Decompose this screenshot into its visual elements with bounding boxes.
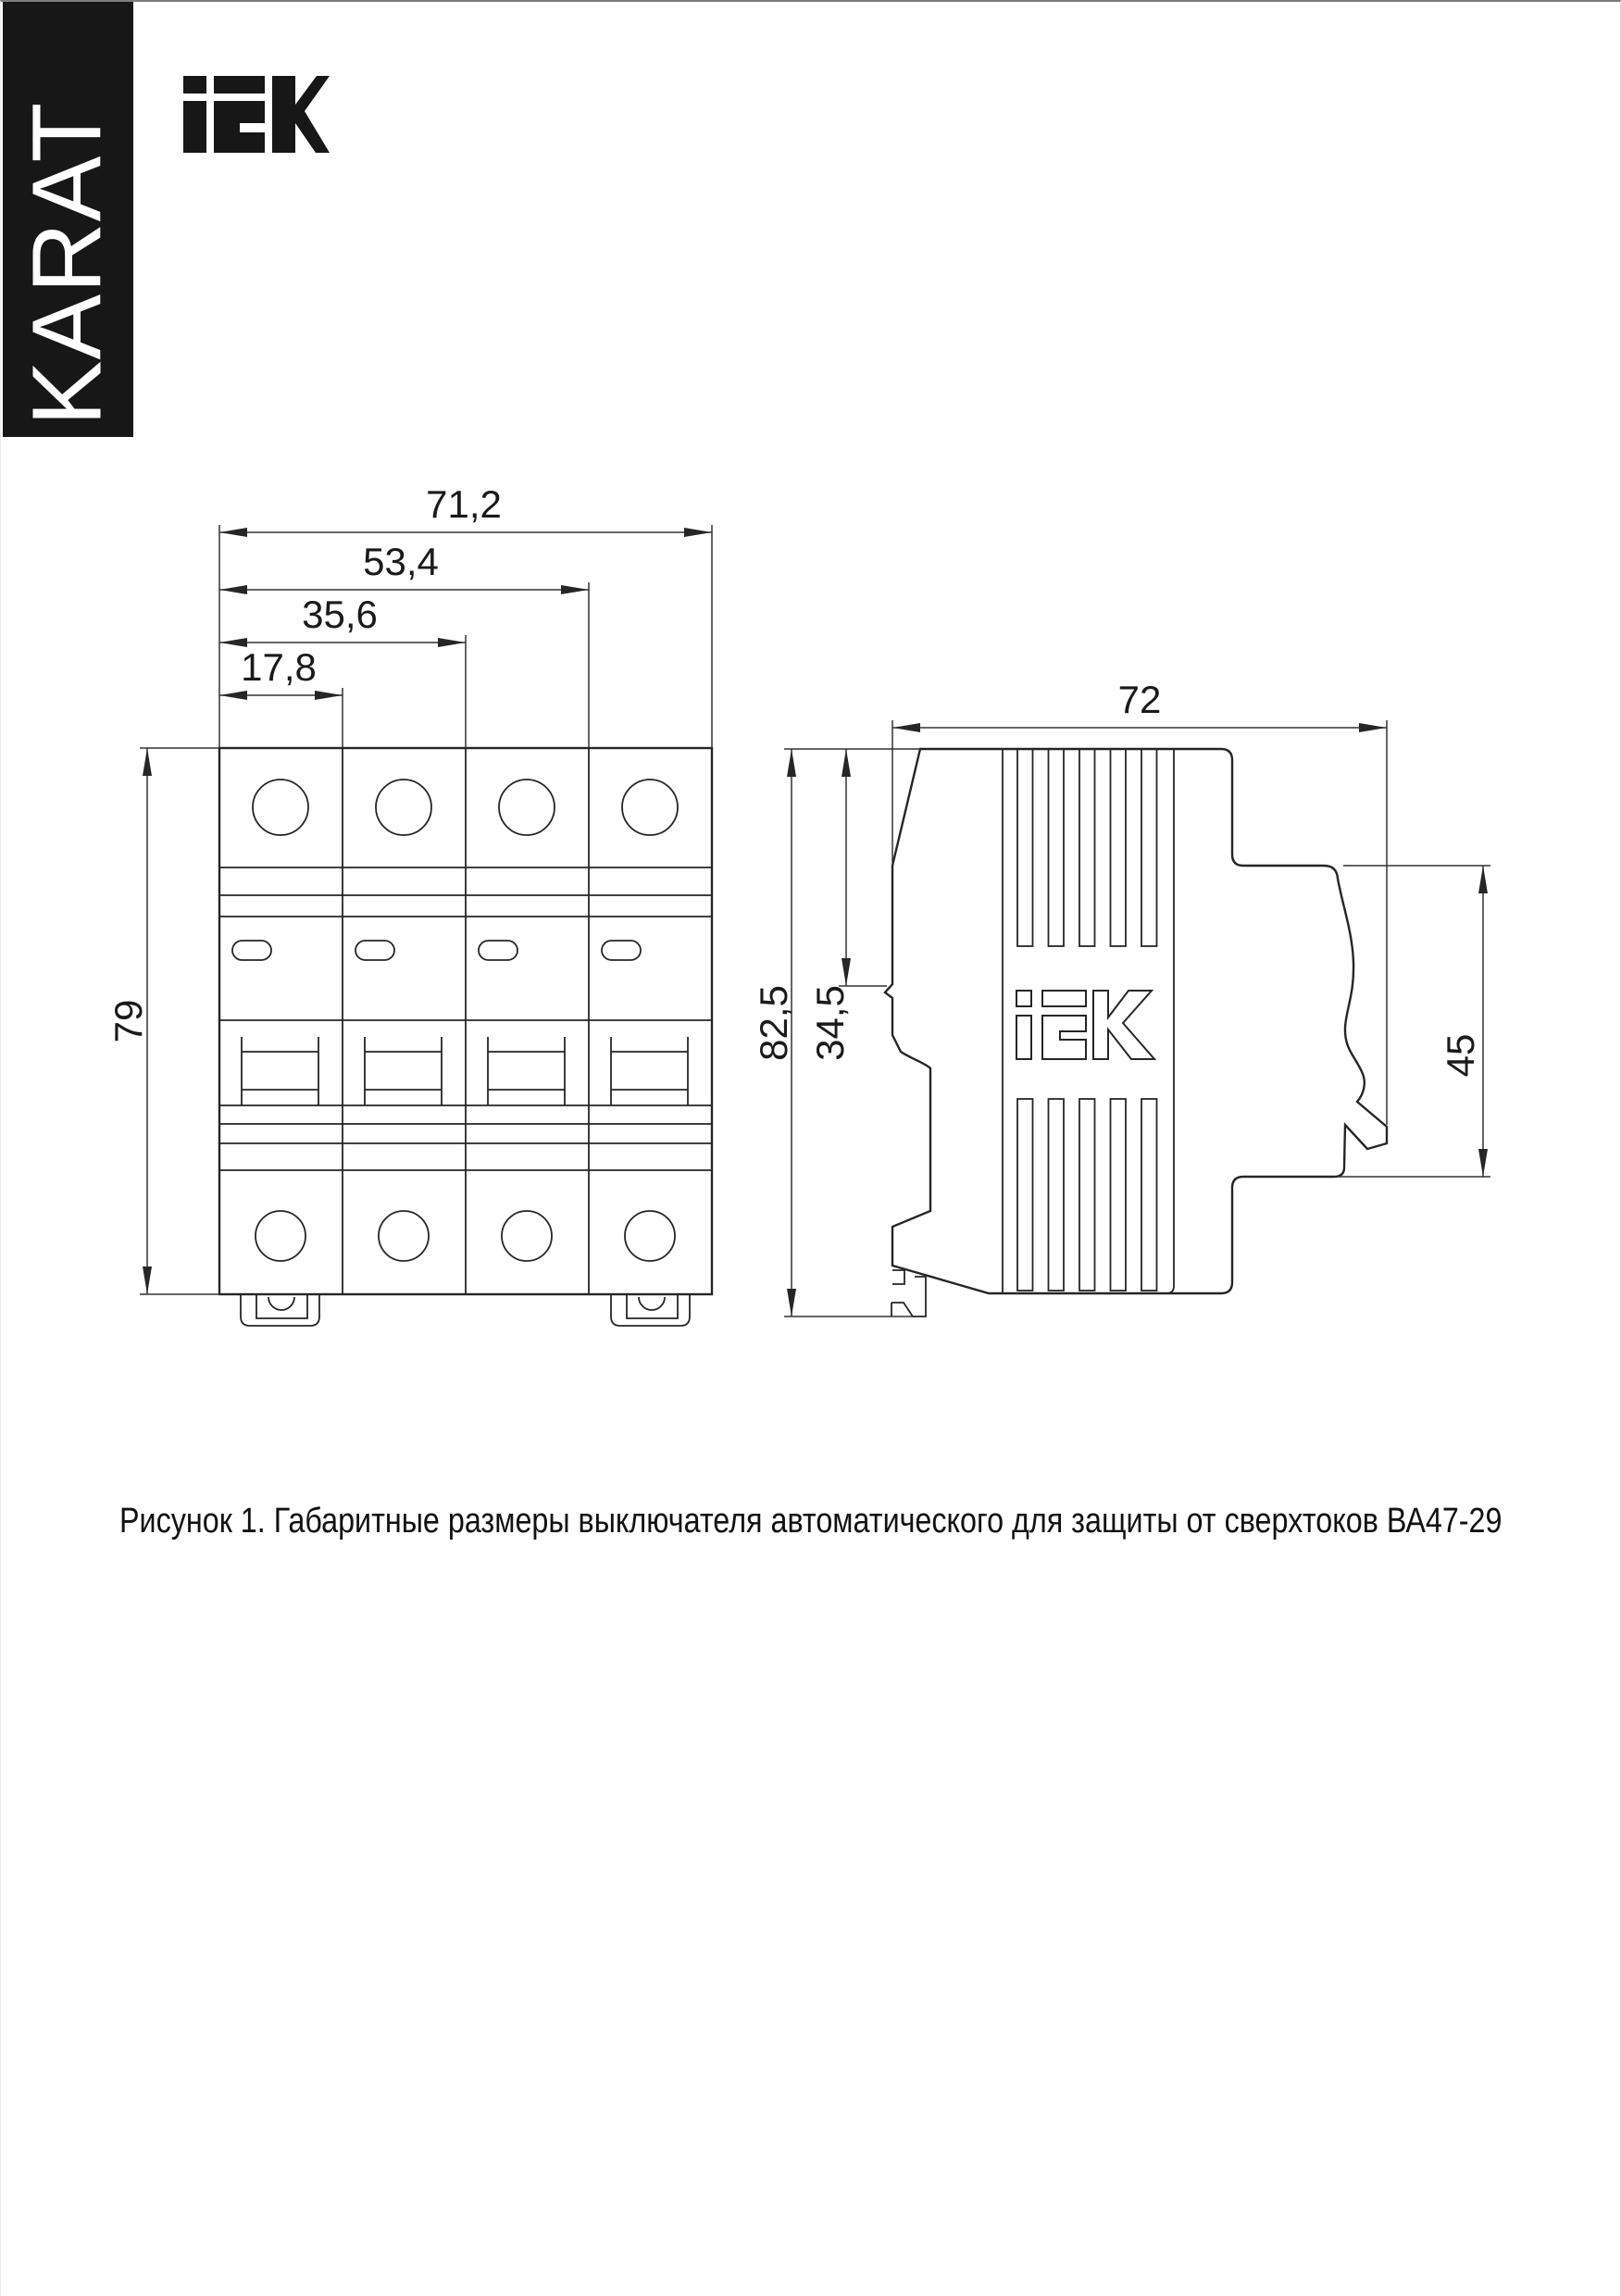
dim-label-height-total: 82,5	[752, 985, 795, 1061]
iek-logo-outline-icon	[1016, 991, 1154, 1059]
dim-label-rail-offset: 34,5	[808, 985, 852, 1061]
dim-label-front-height: 79	[106, 999, 150, 1043]
dim-label-depth: 72	[1117, 678, 1162, 721]
iek-logo-icon	[183, 76, 330, 153]
karat-banner-label: KARAT	[12, 101, 122, 427]
dimensional-drawing	[1, 2, 1621, 2296]
front-view-drawing	[219, 748, 712, 1326]
dim-label-width-two-modules: 35,6	[302, 593, 378, 636]
front-view-dimension-lines	[140, 525, 712, 1294]
figure-caption: Рисунок 1. Габаритные размеры выключателя автоматического для защиты от сверхтоков ВА47-29	[119, 1502, 1503, 1541]
side-view-drawing	[885, 749, 1387, 1316]
dim-label-width-three-modules: 53,4	[363, 540, 439, 583]
dim-label-width-total: 71,2	[426, 482, 502, 526]
side-view-dimension-lines	[784, 720, 1490, 1316]
dim-label-width-one-module: 17,8	[241, 645, 317, 689]
dim-label-front-height-45: 45	[1439, 1033, 1482, 1078]
